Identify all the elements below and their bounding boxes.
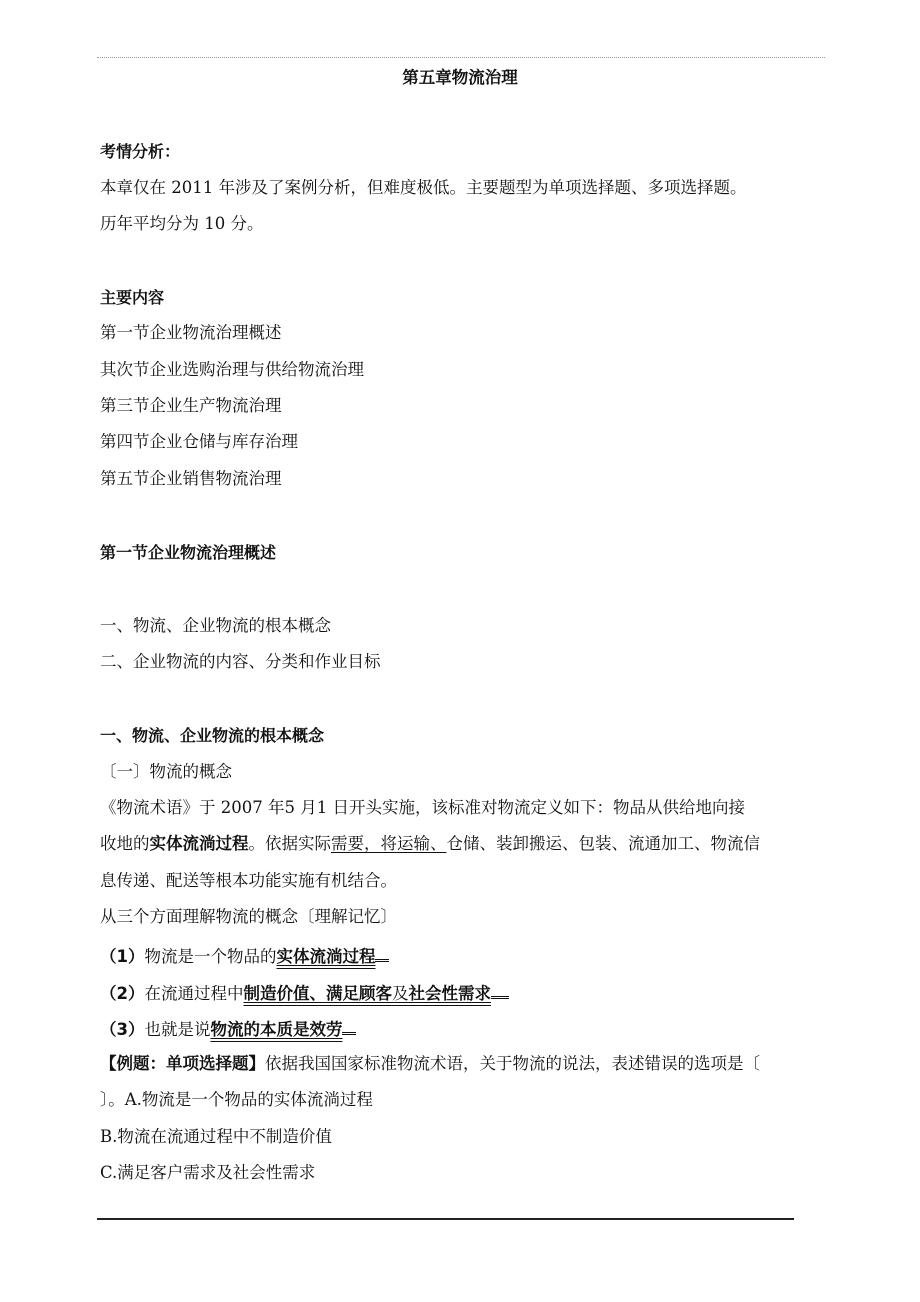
section1-outline-2: 二、企业物流的内容、分类和作业目标 bbox=[100, 652, 381, 671]
exam-analysis-line-2: 历年平均分为 10 分。 bbox=[100, 214, 264, 233]
point-3-text: 也就是说 bbox=[144, 1020, 211, 1039]
exam-analysis-line-1: 本章仅在 2011 年涉及了案例分析，但难度极低。主要题型为单项选择题、多项选择题。 bbox=[100, 178, 747, 197]
contents-item-3: 第三节企业生产物流治理 bbox=[100, 396, 282, 415]
contents-item-5: 第五节企业销售物流治理 bbox=[100, 469, 282, 488]
definition-text-c: 仓储、装卸搬运、包装、流通加工、物流信 bbox=[446, 834, 760, 853]
point-2-underline-tail bbox=[491, 980, 509, 999]
point-1 bbox=[100, 943, 389, 968]
example-tag: 【例题：单项选择题】 bbox=[100, 1054, 265, 1073]
exam-analysis-heading: 考情分析： bbox=[100, 142, 181, 161]
point-1-key: 实体流淌过程 bbox=[276, 947, 376, 966]
section1-outline-1: 一、物流、企业物流的根本概念 bbox=[100, 616, 331, 635]
example-option-c: C.满足客户需求及社会性需求 bbox=[100, 1163, 316, 1182]
point-3-number: （3） bbox=[100, 1020, 145, 1039]
example-option-b: B.物流在流通过程中不制造价值 bbox=[100, 1127, 332, 1146]
definition-line-1: 《物流术语》于 2007 年5 月1 日开头实施，该标准对物流定义如下：物品从供给地向接 bbox=[100, 798, 745, 817]
footer-rule bbox=[97, 1218, 794, 1220]
section1-heading: 第一节企业物流治理概述 bbox=[100, 543, 277, 562]
point-3-underline-tail bbox=[342, 1016, 356, 1035]
part1-heading: 一、物流、企业物流的根本概念 bbox=[100, 726, 325, 745]
page-title: 第五章物流治理 bbox=[402, 68, 518, 87]
example-option-a: 〕。A.物流是一个物品的实体流淌过程 bbox=[100, 1090, 373, 1109]
contents-item-2: 其次节企业选购治理与供给物流治理 bbox=[100, 360, 364, 379]
understanding-intro: 从三个方面理解物流的概念〔理解记忆〕 bbox=[100, 907, 397, 926]
contents-item-4: 第四节企业仓储与库存治理 bbox=[100, 432, 298, 451]
definition-underlined: 需要，将运输、 bbox=[331, 834, 447, 853]
point-2 bbox=[100, 980, 509, 1005]
example-question-text: 依据我国国家标准物流术语，关于物流的说法，表述错误的选项是〔 bbox=[265, 1054, 760, 1073]
point-2-number: （2） bbox=[100, 984, 145, 1003]
point-1-underline-tail bbox=[375, 943, 389, 962]
point-3-key: 物流的本质是效劳 bbox=[210, 1020, 343, 1039]
contents-heading: 主要内容 bbox=[100, 288, 165, 307]
point-3 bbox=[100, 1016, 356, 1041]
definition-keyword: 实体流淌过程 bbox=[149, 834, 249, 853]
definition-text-b: 。依据实际 bbox=[248, 834, 331, 853]
point-2-text: 在流通过程中 bbox=[144, 984, 244, 1003]
example-question bbox=[100, 1053, 760, 1075]
definition-text-a: 收地的 bbox=[100, 834, 150, 853]
point-1-number: （1） bbox=[100, 947, 145, 966]
definition-line-3: 息传递、配送等根本功能实施有机结合。 bbox=[100, 871, 397, 890]
header-rule bbox=[97, 57, 825, 58]
point-2-connector: 及 bbox=[391, 984, 409, 1003]
part1-sub-heading: 〔一〕物流的概念 bbox=[100, 762, 232, 781]
point-2-key: 制造价值、满足顾客 bbox=[243, 984, 392, 1003]
contents-item-1: 第一节企业物流治理概述 bbox=[100, 323, 282, 342]
point-1-text: 物流是一个物品的 bbox=[144, 947, 277, 966]
definition-line-2 bbox=[100, 833, 760, 855]
point-2-key-2: 社会性需求 bbox=[408, 984, 491, 1003]
